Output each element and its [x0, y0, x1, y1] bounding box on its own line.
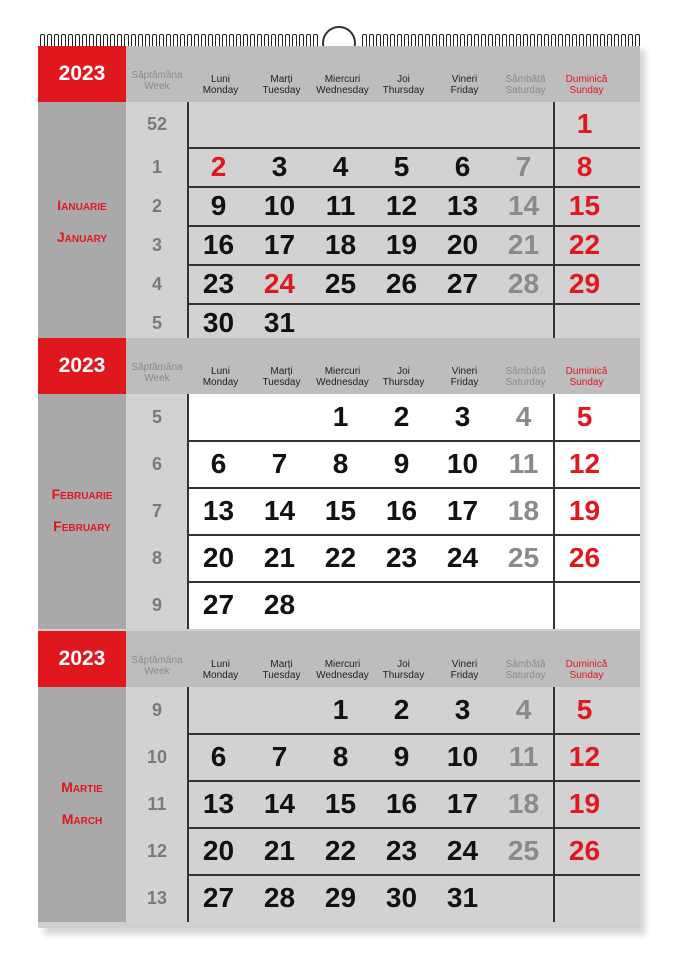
day-number: 28 — [263, 881, 296, 913]
day-number: 30 — [202, 306, 235, 338]
day-number: 27 — [202, 881, 235, 913]
day-header-sunday — [556, 366, 617, 388]
day-number: 4 — [332, 150, 349, 182]
week-label-ro: Săptămâna — [131, 362, 183, 373]
day-name-ro: Miercuri — [324, 74, 361, 85]
day-name-ro: Joi — [397, 74, 410, 85]
row-divider — [188, 303, 640, 305]
day-number: 2 — [210, 150, 227, 182]
week-label-en: Week — [144, 81, 170, 92]
day-name-en: Tuesday — [262, 85, 301, 96]
day-header-friday — [434, 74, 495, 96]
day-number: 20 — [446, 228, 479, 260]
day-number: 26 — [568, 541, 601, 573]
row-divider — [188, 733, 640, 735]
day-number: 16 — [385, 494, 418, 526]
day-name-ro: Miercuri — [324, 659, 361, 670]
day-header-wednesday — [312, 74, 373, 96]
day-name-en: Monday — [202, 670, 239, 681]
day-name-ro: Sâmbătă — [505, 74, 546, 85]
day-number: 28 — [507, 267, 540, 299]
day-number: 12 — [385, 189, 418, 221]
day-number: 23 — [202, 267, 235, 299]
day-name-ro: Luni — [211, 74, 230, 85]
week-number: 12 — [146, 840, 168, 861]
day-number: 21 — [507, 228, 540, 260]
day-name-en: Friday — [450, 670, 479, 681]
month-name-en: March — [61, 810, 103, 827]
week-number: 6 — [151, 453, 162, 474]
day-header-wednesday — [312, 659, 373, 681]
year-badge: 2023 — [38, 338, 126, 394]
day-name-ro: Sâmbătă — [505, 366, 546, 377]
day-number: 14 — [263, 787, 296, 819]
day-number: 23 — [385, 834, 418, 866]
day-number: 3 — [454, 400, 471, 432]
day-number: 21 — [263, 834, 296, 866]
day-number: 6 — [454, 150, 471, 182]
day-number: 15 — [324, 494, 357, 526]
year-badge: 2023 — [38, 631, 126, 687]
day-header-saturday — [495, 659, 556, 681]
day-name-en: Tuesday — [262, 670, 301, 681]
day-number: 28 — [263, 588, 296, 620]
day-header-wednesday — [312, 366, 373, 388]
day-name-en: Saturday — [505, 85, 546, 96]
day-header-saturday — [495, 366, 556, 388]
week-number: 11 — [147, 793, 167, 814]
day-number: 24 — [446, 834, 479, 866]
day-header-monday — [190, 74, 251, 96]
day-number: 15 — [568, 189, 601, 221]
day-number: 8 — [332, 740, 349, 772]
day-number: 2 — [393, 400, 410, 432]
row-divider — [188, 440, 640, 442]
day-number: 19 — [568, 787, 601, 819]
day-number: 22 — [324, 834, 357, 866]
day-name-ro: Joi — [397, 366, 410, 377]
day-header-thursday — [373, 74, 434, 96]
day-number: 13 — [446, 189, 479, 221]
day-number: 11 — [508, 447, 539, 479]
day-name-en: Sunday — [569, 377, 604, 388]
day-number: 20 — [202, 541, 235, 573]
day-number: 5 — [393, 150, 410, 182]
row-divider — [188, 780, 640, 782]
day-number: 26 — [568, 834, 601, 866]
month-name — [38, 478, 126, 542]
day-name-en: Saturday — [505, 377, 546, 388]
row-divider — [188, 534, 640, 536]
week-number: 13 — [146, 887, 168, 908]
day-number: 19 — [385, 228, 418, 260]
day-name-en: Wednesday — [316, 85, 369, 96]
day-number: 13 — [202, 787, 235, 819]
day-number: 6 — [210, 740, 227, 772]
week-number: 52 — [146, 114, 168, 134]
week-column-label — [126, 655, 188, 677]
day-number: 27 — [202, 588, 235, 620]
day-name-en: Monday — [202, 85, 239, 96]
day-number: 23 — [385, 541, 418, 573]
day-name-en: Sunday — [569, 85, 604, 96]
month-header — [38, 338, 640, 394]
day-name-en: Wednesday — [316, 670, 369, 681]
week-column-label — [126, 70, 188, 92]
day-header-saturday — [495, 74, 556, 96]
month-block-february — [38, 338, 640, 629]
day-header-thursday — [373, 659, 434, 681]
day-number: 25 — [507, 834, 540, 866]
week-number: 9 — [151, 699, 162, 720]
day-number: 10 — [446, 447, 479, 479]
week-label-en: Week — [144, 373, 170, 384]
day-number: 12 — [568, 447, 601, 479]
week-number: 8 — [151, 547, 162, 568]
day-name-en: Tuesday — [262, 377, 301, 388]
day-number: 31 — [446, 881, 479, 913]
day-number: 27 — [446, 267, 479, 299]
week-number: 9 — [151, 594, 162, 615]
year-badge: 2023 — [38, 46, 126, 102]
week-number: 7 — [151, 500, 162, 521]
week-number: 5 — [151, 406, 162, 427]
day-number: 26 — [385, 267, 418, 299]
day-name-ro: Marți — [270, 366, 293, 377]
day-number: 18 — [324, 228, 357, 260]
row-divider — [188, 581, 640, 583]
month-name-ro: Martie — [61, 778, 103, 795]
month-name — [38, 771, 126, 835]
day-header-friday — [434, 659, 495, 681]
week-label-ro: Săptămâna — [131, 655, 183, 666]
day-number: 17 — [446, 494, 479, 526]
month-header — [38, 46, 640, 102]
week-number-column — [126, 102, 188, 343]
day-name-ro: Miercuri — [324, 366, 361, 377]
day-header-monday — [190, 659, 251, 681]
day-number: 3 — [271, 150, 288, 182]
month-name-ro: Ianuarie — [57, 196, 107, 213]
day-number: 7 — [271, 447, 288, 479]
month-name-en: February — [53, 517, 111, 534]
week-number: 1 — [151, 156, 162, 177]
week-label-en: Week — [144, 666, 170, 677]
day-number: 29 — [568, 267, 601, 299]
day-name-ro: Vineri — [451, 366, 478, 377]
day-number: 2 — [393, 693, 410, 725]
day-name-en: Monday — [202, 377, 239, 388]
month-name-column — [38, 102, 126, 343]
day-header-sunday — [556, 74, 617, 96]
day-number: 6 — [210, 447, 227, 479]
day-name-ro: Duminică — [565, 659, 608, 670]
day-number: 9 — [210, 189, 227, 221]
day-name-ro: Joi — [397, 659, 410, 670]
day-number: 22 — [324, 541, 357, 573]
day-number: 25 — [324, 267, 357, 299]
day-name-ro: Sâmbătă — [505, 659, 546, 670]
month-block-january — [38, 46, 640, 343]
day-name-en: Sunday — [569, 670, 604, 681]
day-name-ro: Luni — [211, 659, 230, 670]
day-name-en: Friday — [450, 85, 479, 96]
day-number: 12 — [568, 740, 601, 772]
day-number: 7 — [515, 150, 532, 182]
day-number: 11 — [325, 189, 356, 221]
day-header-thursday — [373, 366, 434, 388]
day-header-tuesday — [251, 74, 312, 96]
day-number: 30 — [385, 881, 418, 913]
day-name-en: Friday — [450, 377, 479, 388]
day-number: 14 — [507, 189, 540, 221]
month-block-march — [38, 631, 640, 922]
row-divider — [188, 225, 640, 227]
day-number: 1 — [332, 693, 349, 725]
month-name-column — [38, 394, 126, 629]
day-number: 1 — [576, 108, 593, 139]
day-number: 24 — [446, 541, 479, 573]
row-divider — [188, 827, 640, 829]
week-column-label — [126, 362, 188, 384]
day-name-en: Thursday — [382, 670, 425, 681]
day-number: 24 — [263, 267, 296, 299]
day-name-ro: Marți — [270, 659, 293, 670]
row-divider — [188, 264, 640, 266]
month-name — [38, 189, 126, 253]
day-number: 9 — [393, 740, 410, 772]
day-number: 11 — [508, 740, 539, 772]
day-number: 13 — [202, 494, 235, 526]
day-name-en: Thursday — [382, 377, 425, 388]
day-number: 4 — [515, 693, 532, 725]
day-number: 9 — [393, 447, 410, 479]
day-number: 16 — [385, 787, 418, 819]
week-label-ro: Săptămâna — [131, 70, 183, 81]
day-number: 5 — [576, 400, 593, 432]
row-divider — [188, 186, 640, 188]
day-number: 14 — [263, 494, 296, 526]
day-number: 19 — [568, 494, 601, 526]
day-number: 17 — [263, 228, 296, 260]
day-name-ro: Vineri — [451, 659, 478, 670]
month-header — [38, 631, 640, 687]
row-divider — [188, 874, 640, 876]
day-header-monday — [190, 366, 251, 388]
day-number: 8 — [332, 447, 349, 479]
week-number: 3 — [151, 234, 162, 255]
day-header-friday — [434, 366, 495, 388]
day-header-tuesday — [251, 659, 312, 681]
day-number: 20 — [202, 834, 235, 866]
day-name-ro: Vineri — [451, 74, 478, 85]
day-name-en: Saturday — [505, 670, 546, 681]
day-name-ro: Duminică — [565, 74, 608, 85]
day-header-sunday — [556, 659, 617, 681]
day-number: 10 — [263, 189, 296, 221]
day-number: 4 — [515, 400, 532, 432]
day-number: 17 — [446, 787, 479, 819]
row-divider — [188, 147, 640, 149]
day-header-tuesday — [251, 366, 312, 388]
day-number: 10 — [446, 740, 479, 772]
day-number: 22 — [568, 228, 601, 260]
week-number: 10 — [146, 746, 168, 767]
month-name-ro: Februarie — [51, 485, 113, 502]
day-number: 29 — [324, 881, 357, 913]
day-number: 18 — [507, 787, 540, 819]
week-number: 4 — [151, 273, 162, 294]
month-name-en: January — [56, 228, 108, 245]
day-number: 31 — [263, 306, 296, 338]
day-number: 21 — [263, 541, 296, 573]
day-name-ro: Marți — [270, 74, 293, 85]
day-number: 7 — [271, 740, 288, 772]
day-name-en: Thursday — [382, 85, 425, 96]
week-number: 2 — [151, 195, 162, 216]
day-number: 15 — [324, 787, 357, 819]
day-name-en: Wednesday — [316, 377, 369, 388]
month-name-column — [38, 687, 126, 922]
day-number: 18 — [507, 494, 540, 526]
row-divider — [188, 487, 640, 489]
day-number: 5 — [576, 693, 593, 725]
day-number: 3 — [454, 693, 471, 725]
day-name-ro: Duminică — [565, 366, 608, 377]
day-number: 25 — [507, 541, 540, 573]
day-name-ro: Luni — [211, 366, 230, 377]
day-number: 1 — [332, 400, 349, 432]
day-number: 16 — [202, 228, 235, 260]
day-number: 8 — [576, 150, 593, 182]
week-number: 5 — [151, 312, 162, 333]
